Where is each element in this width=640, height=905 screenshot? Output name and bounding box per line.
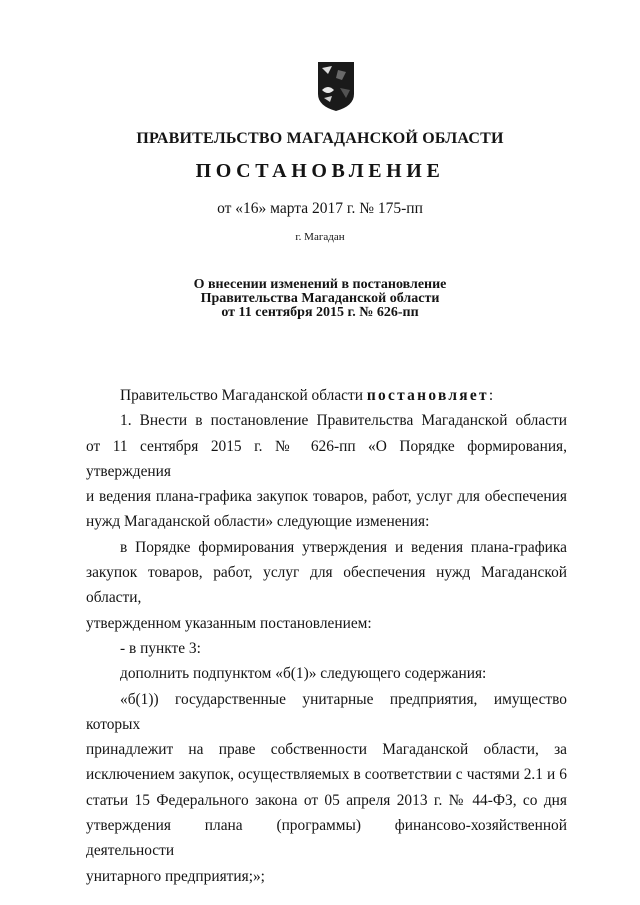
- paragraph-line: от 11 сентября 2015 г. № 626-пп «О Порядке формирования, утверждения: [86, 437, 567, 480]
- government-title: ПРАВИТЕЛЬСТВО МАГАДАНСКОЙ ОБЛАСТИ: [136, 130, 504, 147]
- document-date-number: от «16» марта 2017 г. № 175-пп: [217, 200, 423, 217]
- paragraph-line: статьи 15 Федерального закона от 05 апреля 2013 г. № 44-ФЗ, со дня: [86, 791, 567, 809]
- subject-line: О внесении изменений в постановление: [193, 277, 447, 292]
- paragraph-line: «б(1)) государственные унитарные предприятия, имущество которых: [86, 690, 567, 733]
- paragraph-line: утвержденном указанным постановлением:: [86, 614, 372, 632]
- preamble: [86, 383, 567, 408]
- document-body: [86, 383, 567, 889]
- paragraph-line: и ведения плана-графика закупок товаров, работ, услуг для обеспечения: [86, 488, 567, 506]
- paragraph-line: дополнить подпунктом «б(1)» следующего содержания:: [120, 665, 487, 683]
- paragraph-line: 1. Внести в постановление Правительства Магаданской области: [120, 412, 567, 430]
- document-type: ПОСТАНОВЛЕНИЕ: [195, 160, 445, 182]
- preamble-colon: :: [488, 387, 494, 404]
- coat-of-arms-icon: [316, 60, 356, 112]
- paragraph-line: в Порядке формирования утверждения и ведения плана-графика: [120, 538, 567, 556]
- document-subject: [0, 278, 640, 320]
- paragraph-line: - в пункте 3:: [120, 639, 201, 657]
- paragraph-line: унитарного предприятия;»;: [86, 867, 265, 885]
- paragraph-line: исключением закупок, осуществляемых в соответствии с частями 2.1 и 6: [86, 766, 567, 784]
- decree-word: постановляет: [366, 387, 489, 404]
- subject-line: от 11 сентября 2015 г. № 626-пп: [221, 305, 419, 320]
- document-city: г. Магадан: [295, 231, 345, 243]
- paragraph-line: утверждения плана (программы) финансово-хозяйственной деятельности: [86, 817, 567, 860]
- preamble-text: Правительство Магаданской области: [120, 387, 367, 404]
- subject-line: Правительства Магаданской области: [200, 291, 440, 306]
- paragraph-line: нужд Магаданской области» следующие изменения:: [86, 513, 430, 531]
- paragraph-line: закупок товаров, работ, услуг для обеспечения нужд Магаданской области,: [86, 564, 567, 607]
- paragraph-line: принадлежит на праве собственности Магаданской области, за: [86, 741, 567, 759]
